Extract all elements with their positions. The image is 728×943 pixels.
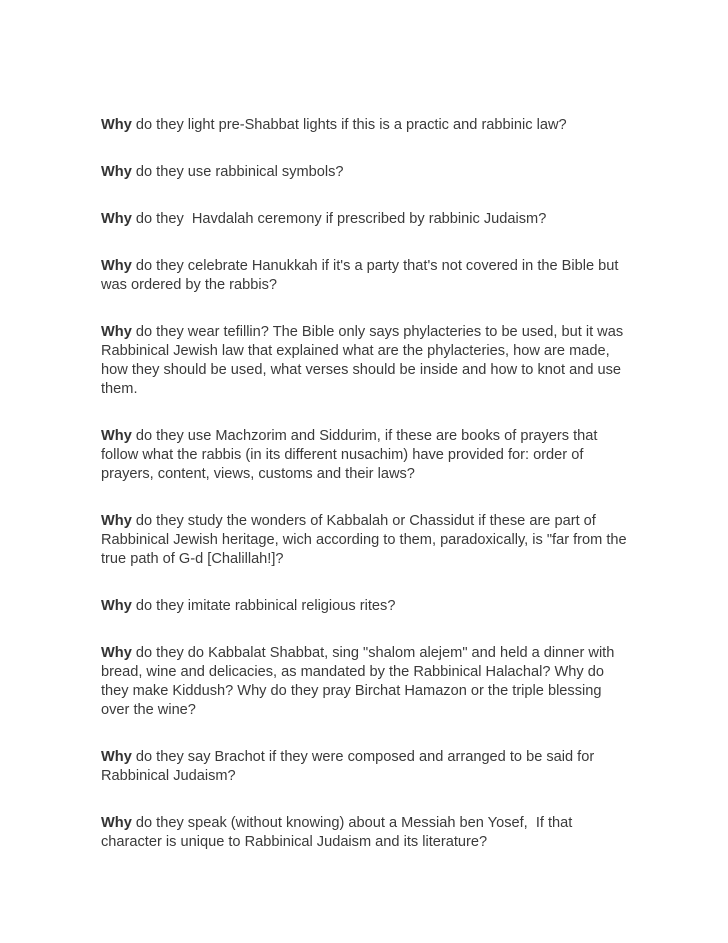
question-text: do they Havdalah ceremony if prescribed by rabbinic Judaism? bbox=[131, 211, 547, 227]
question-paragraph bbox=[101, 748, 631, 786]
question-paragraph bbox=[101, 512, 631, 569]
question-paragraph bbox=[101, 210, 631, 229]
question-paragraph bbox=[101, 116, 631, 135]
question-text: do they do Kabbalat Shabbat, sing "shalom alejem" and held a dinner with bread, wine and delicacies, as mandated by the Rabbinical Halachal? Why do they make Kiddush? Why do they pray Birchat Hamazon or the triple blessing over the wine? bbox=[101, 645, 619, 718]
question-paragraph bbox=[101, 644, 631, 720]
question-text: do they study the wonders of Kabbalah or Chassidut if these are part of Rabbinical Jewish heritage, wich according to them, paradoxically, is "far from the true path of G-d [Chalillah!]? bbox=[101, 513, 631, 567]
lead-word: Why bbox=[101, 324, 132, 340]
lead-word: Why bbox=[101, 645, 132, 661]
lead-word: Why bbox=[101, 117, 132, 133]
question-paragraph bbox=[101, 163, 631, 182]
question-text: do they speak (without knowing) about a Messiah ben Yosef, If that character is unique to Rabbinical Judaism and its literature? bbox=[101, 815, 577, 850]
lead-word: Why bbox=[101, 513, 132, 529]
question-paragraph bbox=[101, 323, 631, 399]
lead-word: Why bbox=[101, 164, 132, 180]
question-paragraph bbox=[101, 427, 631, 484]
question-paragraph bbox=[101, 257, 631, 295]
lead-word: Why bbox=[101, 258, 132, 274]
document-body bbox=[101, 116, 631, 880]
lead-word: Why bbox=[101, 815, 132, 831]
lead-word: Why bbox=[101, 211, 132, 227]
question-text: do they light pre-Shabbat lights if this is a practic and rabbinic law? bbox=[131, 117, 567, 133]
question-text: do they imitate rabbinical religious rites? bbox=[131, 598, 396, 614]
question-text: do they say Brachot if they were composed and arranged to be said for Rabbinical Judaism? bbox=[101, 749, 599, 784]
question-text: do they use rabbinical symbols? bbox=[131, 164, 344, 180]
question-text: do they celebrate Hanukkah if it's a party that's not covered in the Bible but was ordered by the rabbis? bbox=[101, 258, 623, 293]
lead-word: Why bbox=[101, 598, 132, 614]
question-paragraph bbox=[101, 597, 631, 616]
lead-word: Why bbox=[101, 749, 132, 765]
question-text: do they wear tefillin? The Bible only says phylacteries to be used, but it was Rabbinical Jewish law that explained what are the phylacteries, how are made, how they should be used, what verses should be inside and how to knot and use them. bbox=[101, 324, 628, 397]
lead-word: Why bbox=[101, 428, 132, 444]
question-text: do they use Machzorim and Siddurim, if these are books of prayers that follow what the rabbis (in its different nusachim) have provided for: order of prayers, content, views, customs and their laws? bbox=[101, 428, 602, 482]
question-paragraph bbox=[101, 814, 631, 852]
